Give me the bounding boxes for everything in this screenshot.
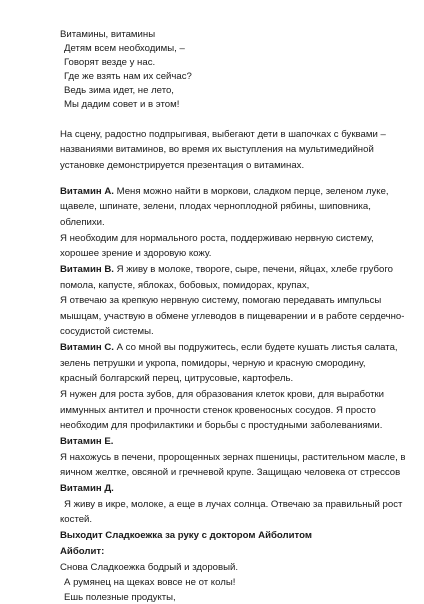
poem-line: Ведь зима идет, не лето,: [64, 85, 174, 96]
speaker-name: Айболит:: [60, 546, 105, 557]
vitamin-e-line: яичном желтке, овсяной и гречневой крупе. Защищаю человека от стрессов: [60, 467, 401, 478]
vitamin-b-line: сосудистой системы.: [60, 326, 154, 337]
vitamin-b-line: мышцам, участвую в обмене углеводов в пищеварении и в работе сердечно-: [60, 311, 405, 322]
vitamin-c-line: иммунных антител и прочности стенок кровеносных сосудов. Я просто: [60, 405, 376, 416]
poem-line: Мы дадим совет и в этом!: [64, 99, 180, 110]
vitamin-d-title: Витамин Д.: [60, 483, 114, 494]
vitamin-a-line: хорошее зрение и здоровую кожу.: [60, 248, 212, 259]
vitamin-c-line: Я нужен для роста зубов, для образования клеток крови, для выработки: [60, 389, 385, 400]
closing-line: А румянец на щеках вовсе не от колы!: [64, 577, 236, 588]
vitamin-b-line: [60, 264, 393, 276]
intro-line: установке демонстрируется презентация о витаминах.: [60, 160, 305, 171]
poem-line: Говорят везде у нас.: [64, 57, 156, 68]
vitamin-e-line: Я нахожусь в печени, пророщенных зернах пшеницы, растительном масле, в: [60, 452, 406, 463]
stage-direction: Выходит Сладкоежка за руку с доктором Айболитом: [60, 530, 312, 541]
vitamin-c-line: зелень петрушки и укропа, помидоры, черную и красную смородину,: [60, 358, 366, 369]
vitamin-d-line: Я живу в икре, молоке, а еще в лучах солнца. Отвечаю за правильный рост: [64, 499, 403, 510]
vitamin-c-title: Витамин С.: [60, 342, 114, 353]
intro-line: названиями витаминов, во время их выступления на мультимедийной: [60, 144, 374, 155]
vitamin-b-line: помола, капусте, яблоках, бобовых, помидорах, крупах,: [60, 280, 310, 291]
vitamin-c-line: необходим для профилактики и борьбы с простудными заболеваниями.: [60, 420, 383, 431]
poem-line: Детям всем необходимы, –: [64, 43, 185, 54]
vitamin-a-title: Витамин А.: [60, 186, 114, 197]
vitamin-a-line: [60, 186, 389, 198]
vitamin-b-title: Витамин В.: [60, 264, 114, 275]
vitamin-b-line: Я отвечаю за крепкую нервную систему, помогаю передавать импульсы: [60, 295, 382, 306]
vitamin-a-line: облепихи.: [60, 217, 105, 228]
vitamin-a-text: Меня можно найти в моркови, сладком перце, зеленом луке,: [116, 186, 389, 197]
poem-line: Витамины, витамины: [60, 29, 156, 40]
poem-line: Где же взять нам их сейчас?: [64, 71, 192, 82]
vitamin-c-text: А со мной вы подружитесь, если будете кушать листья салата,: [116, 342, 398, 353]
intro-line: На сцену, радостно подпрыгивая, выбегают дети в шапочках с буквами –: [60, 129, 386, 140]
closing-line: Ешь полезные продукты,: [64, 592, 176, 603]
vitamin-a-line: щавеле, шпинате, зелени, плодах черноплодной рябины, шиповника,: [60, 201, 371, 212]
vitamin-c-line: красный болгарский перец, цитрусовые, картофель.: [60, 373, 294, 384]
vitamin-b-text: Я живу в молоке, твороге, сыре, печени, яйцах, хлебе грубого: [116, 264, 393, 275]
vitamin-e-title: Витамин Е.: [60, 436, 114, 447]
vitamin-c-line: [60, 342, 398, 354]
closing-line: Снова Сладкоежка бодрый и здоровый.: [60, 562, 239, 573]
vitamin-d-line: костей.: [60, 514, 93, 525]
vitamin-a-line: Я необходим для нормального роста, поддерживаю нервную систему,: [60, 233, 374, 244]
